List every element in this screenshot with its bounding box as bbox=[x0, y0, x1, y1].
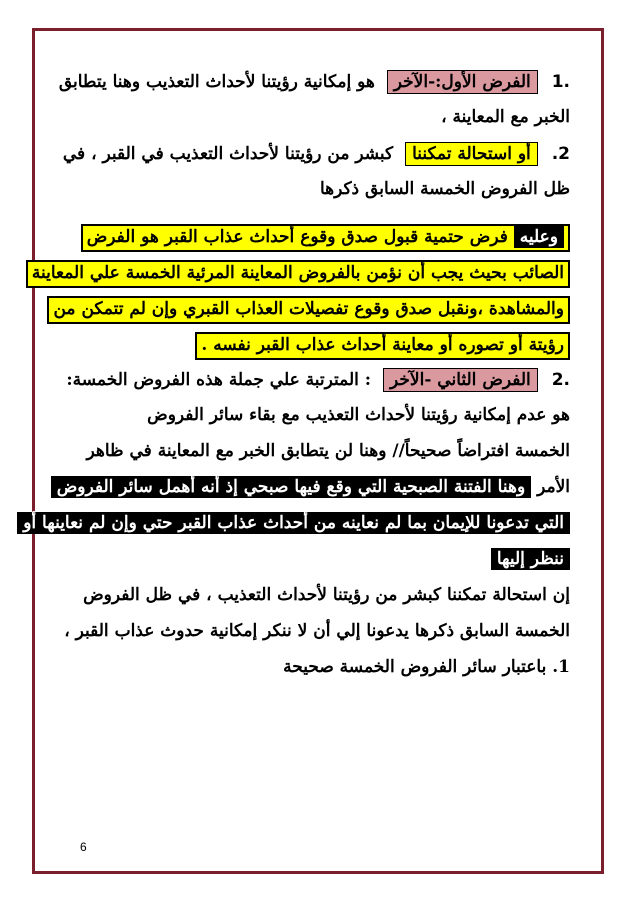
p1-line4-highlight: التي تدعونا للإيمان بما لم نعاينه من أحداث عذاب القبر حتي وإن لم نعاينها أو bbox=[17, 512, 570, 534]
p1-line2: الخمسة افتراضاً صحيحاً// وهنا لن يتطابق الخبر مع المعاينة في ظاهر bbox=[86, 441, 570, 461]
p1-line4 bbox=[23, 512, 570, 534]
document-body bbox=[23, 70, 570, 692]
section3-number: .2 bbox=[551, 370, 570, 390]
section1-text: هو إمكانية رؤيتنا لأحداث التعذيب وهنا يتطابق bbox=[58, 72, 375, 92]
yellow-lead: وعليه bbox=[514, 226, 564, 248]
section2-number: 2. bbox=[551, 144, 570, 164]
p1-line1: هو عدم إمكانية رؤيتنا لأحداث التعذيب مع بقاء سائر الفروض bbox=[147, 405, 570, 425]
p1-line5-highlight: ننظر إليها bbox=[491, 548, 570, 570]
yellow-line3 bbox=[53, 296, 570, 319]
p1-line5 bbox=[70, 548, 570, 570]
section1-number: .1 bbox=[551, 72, 570, 92]
p1-line3-highlight: وهنا الفتنة الصبحية التي وقع فيها صبحي إذ أنه أهمل سائر الفروض bbox=[51, 476, 531, 498]
section2-line1 bbox=[62, 142, 570, 164]
yellow-text4: رؤيتة أو تصوره أو معاينة أحداث عذاب القبر نفسه . bbox=[195, 332, 570, 360]
p1-line3 bbox=[56, 476, 570, 498]
section2-label: أو استحالة تمكننا bbox=[405, 142, 538, 166]
yellow-line1 bbox=[70, 224, 570, 246]
yellow-line4 bbox=[70, 332, 570, 354]
p1-line3-lead: الأمر bbox=[537, 477, 570, 497]
section1-line1 bbox=[58, 70, 570, 92]
yellow-text3: والمشاهدة ،ونقبل صدق وقوع تفصيلات العذاب القبري وإن لم تتمكن من bbox=[47, 296, 570, 324]
page-number: 6 bbox=[80, 840, 87, 854]
section1-line2: الخبر مع المعاينة ، bbox=[441, 107, 570, 127]
p2-line2: الخمسة السابق ذكرها يدعونا إلي أن لا ننكر إمكانية حدوث عذاب القبر ، bbox=[64, 621, 570, 641]
yellow-text1: فرض حتمية قبول صدق وقوع أحداث عذاب القبر هو الفرض bbox=[86, 227, 508, 247]
section1-label: الفرض الأول:-الآخر bbox=[387, 70, 538, 94]
section2-line2: ظل الفروض الخمسة السابق ذكرها bbox=[319, 179, 570, 199]
yellow-text2: الصائب بحيث يجب أن نؤمن بالفروض المعاينة المرئية الخمسة علي المعاينة bbox=[26, 260, 570, 288]
yellow-line2 bbox=[31, 260, 570, 283]
section3-label: الفرض الثاني -الآخر bbox=[383, 368, 538, 392]
section3-heading-text: : المترتبة علي جملة هذه الفروض الخمسة: bbox=[66, 370, 372, 390]
section2-text: كبشر من رؤيتنا لأحداث التعذيب في القبر ، في bbox=[62, 144, 394, 164]
p2-line1: إن استحالة تمكننا كبشر من رؤيتنا لأحداث التعذيب ، في ظل الفروض bbox=[83, 585, 570, 605]
p2-line3: 1. باعتبار سائر الفروض الخمسة صحيحة bbox=[283, 657, 570, 677]
section3-heading bbox=[66, 368, 570, 390]
